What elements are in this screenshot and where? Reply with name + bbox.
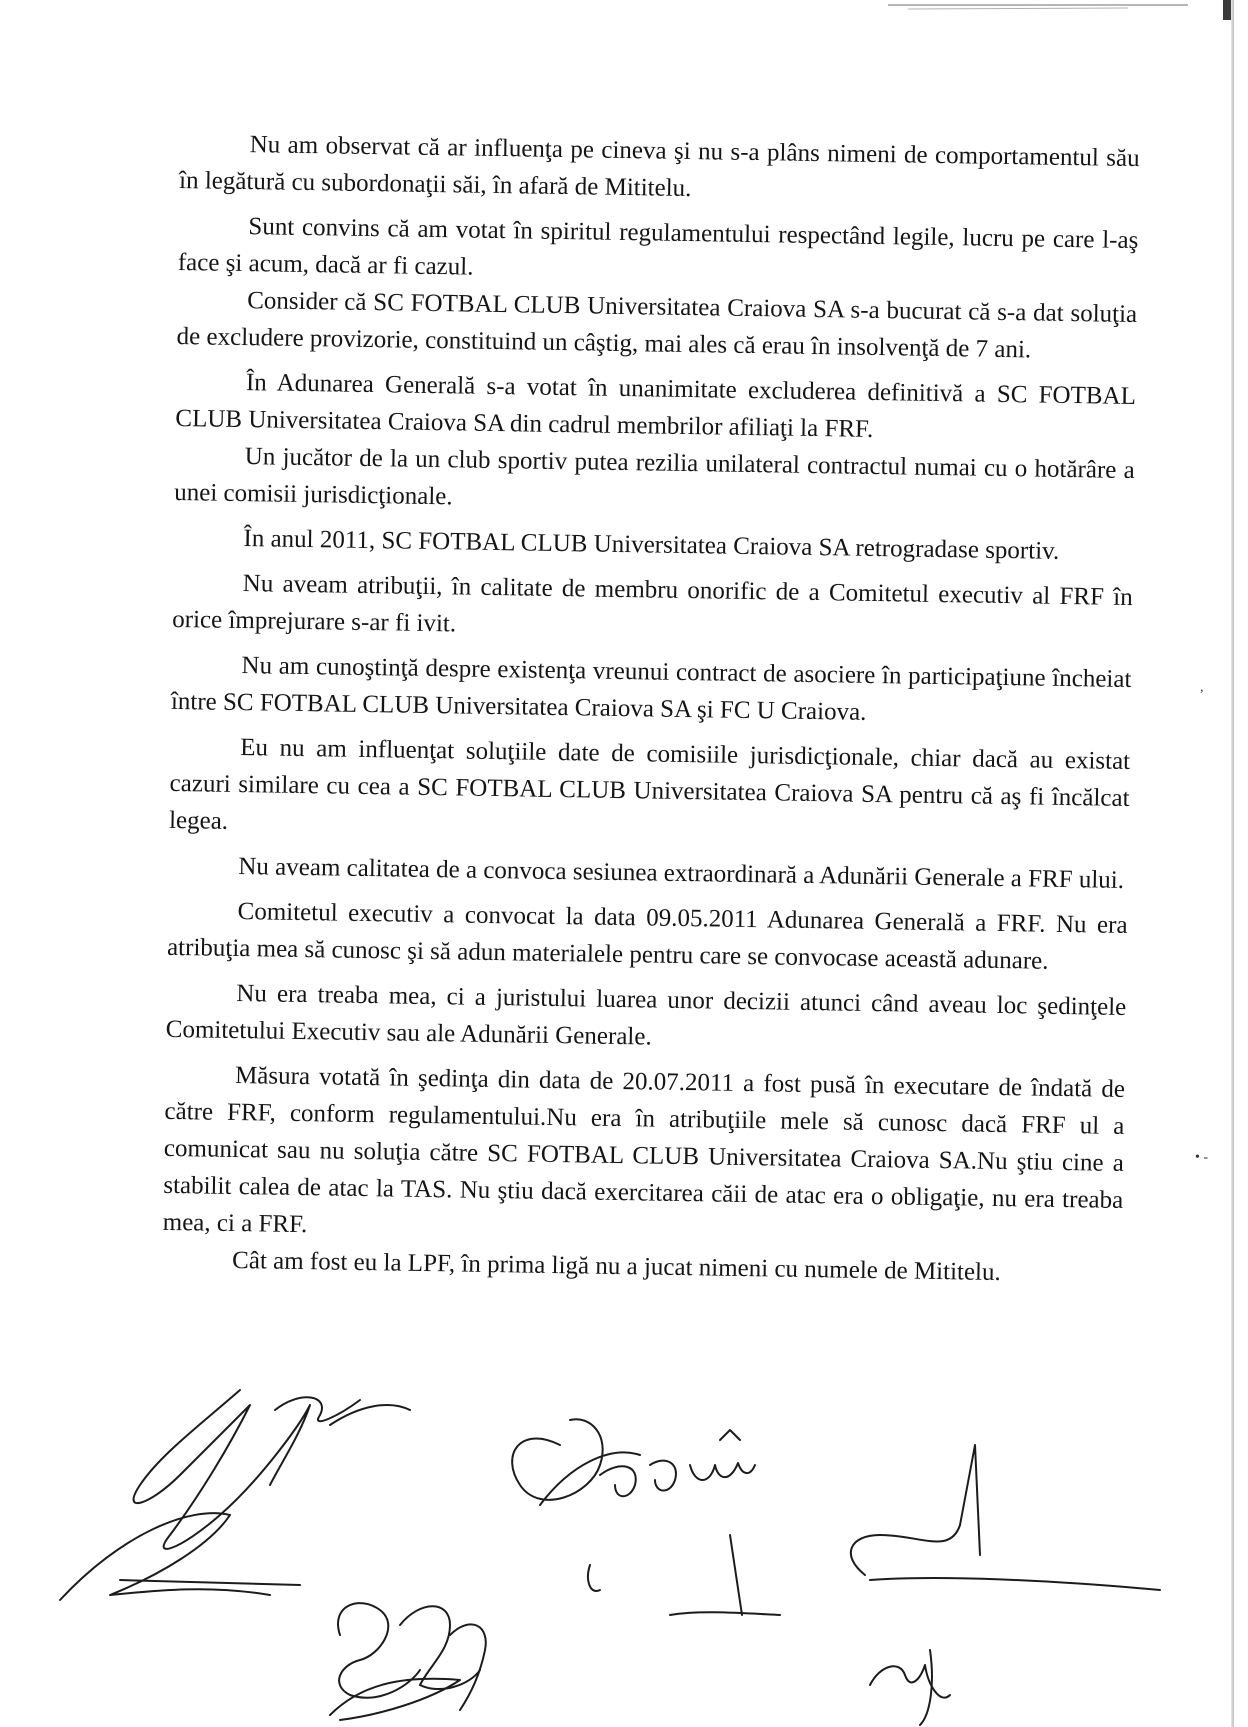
paragraph-11: Comitetul executiv a convocat la data 09.05.2011 Adunarea Generală a FRF. Nu era atribuţia mea să cunosc şi să adun materialele pentru care se convocase această adunare.: [166, 898, 1128, 975]
scan-speck: ,: [1200, 680, 1204, 695]
paragraph-14: Cât am fost eu la LPF, în prima ligă nu a jucat nimeni cu numele de Mititelu.: [231, 1246, 1001, 1287]
signature-1: [60, 1390, 410, 1600]
paragraph-4: În Adunarea Generală s-a votat în unanimitate excluderea definitivă a SC FOTBAL CLUB Universitatea Craiova SA din cadrul membrilor afiliaţi la FRF.: [175, 369, 1137, 443]
paragraph-5: Un jucător de la un club sportiv putea rezilia unilateral contractul numai cu o hotărâre a unei comisii jurisdicţionale.: [174, 443, 1135, 511]
signature-2: [330, 1603, 486, 1720]
paragraph-3: Consider că SC FOTBAL CLUB Universitatea Craiova SA s-a bucurat că s-a dat soluţia de excludere provizorie, constituind un câştig, mai ales că erau în insolvenţă de 7 ani.: [176, 287, 1138, 364]
paragraph-13: Măsura votată în şedinţa din data de 20.07.2011 a fost pusă în executare de îndată de către FRF, conform regulamentului.Nu era în atribuţiile mele să cunosc dacă FRF ul a comunicat sau nu soluţia către SC FOTBAL CLUB Universitatea Craiova SA.Nu ştiu cine a stabilit calea de atac la TAS. Nu ştiu dacă exercitarea căii de atac era o obligaţie, nu era treaba mea, ci a FRF.: [162, 1061, 1126, 1239]
paragraph-9: Eu nu am influenţat soluţiile date de comisiile jurisdicţionale, chiar dacă au existat cazuri similare cu cea a SC FOTBAL CLUB Universitatea Craiova SA pentru că aş fi încălcat legea.: [168, 734, 1131, 835]
scan-speck: • -: [1195, 1150, 1209, 1165]
signature-4: [851, 1445, 1160, 1725]
paragraph-8: Nu am cunoştinţă despre existenţa vreunui contract de asociere în participaţiune încheiat între SC FOTBAL CLUB Universitatea Craiova SA şi FC U Craiova.: [170, 652, 1132, 726]
paragraph-2: Sunt convins că am votat în spiritul regulamentului respectând legile, lucru pe care l-aş face şi acum, dacă ar fi cazul.: [177, 213, 1139, 281]
document-body: [162, 125, 1140, 1301]
paragraph-1: Nu am observat că ar influenţa pe cineva şi nu s-a plâns nimeni de comportamentul său în legătură cu subordonaţii săi, în afară de Mititelu.: [178, 131, 1140, 203]
paragraph-6: În anul 2011, SC FOTBAL CLUB Universitatea Craiova SA retrogradase sportiv.: [243, 525, 1060, 565]
paragraph-12: Nu era treaba mea, ci a juristului luarea unor decizii atunci când aveau loc şedinţele Comitetului Executiv sau ale Adunării Generale.: [165, 979, 1127, 1051]
paragraph-10: Nu aveam calitatea de a convoca sesiunea extraordinară a Adunării Generale a FRF ului.: [238, 853, 1125, 894]
scan-artifact-top: [828, 0, 1248, 22]
signatures-area: [0, 1385, 1248, 1727]
paragraph-7: Nu aveam atribuţii, în calitate de membru onorific de a Comitetul executiv al FRF în orice împrejurare s-ar fi ivit.: [172, 570, 1133, 638]
signature-3: [512, 1419, 780, 1615]
